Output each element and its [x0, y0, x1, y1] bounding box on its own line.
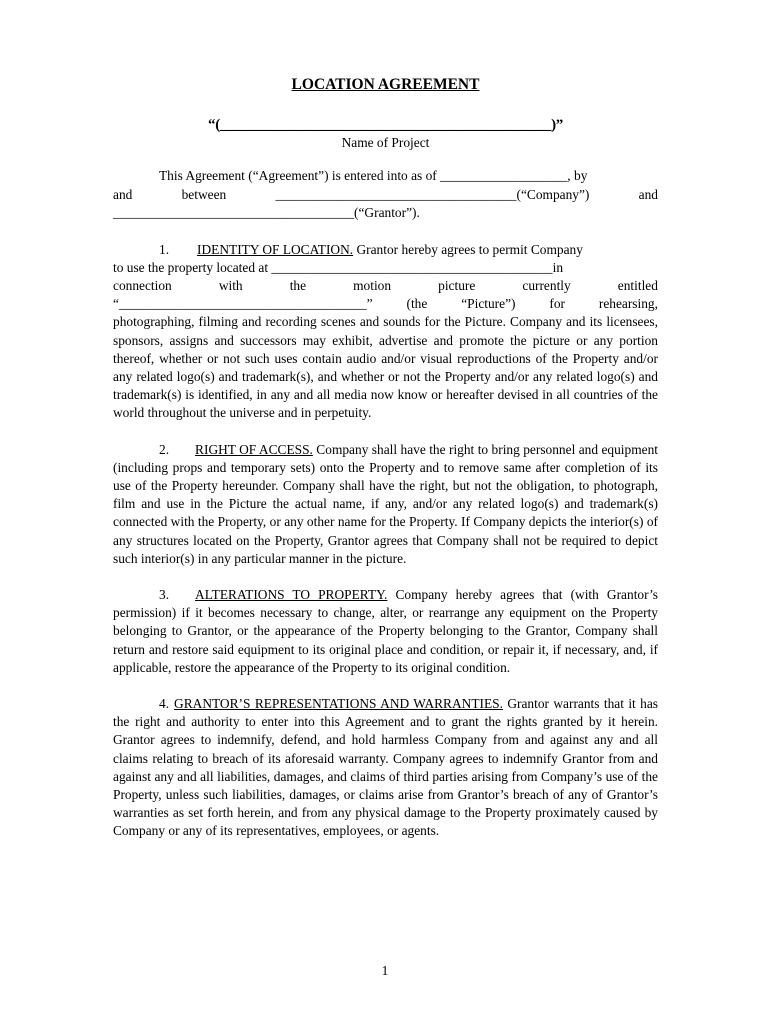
picture-title-blank: “_____________________________________”	[113, 296, 373, 312]
intro-line-1: This Agreement (“Agreement”) is entered into as of ___________________, by	[159, 168, 588, 183]
document-body	[113, 74, 658, 841]
section-body: Grantor warrants that it has the right and authority to enter into this Agreement and to grant the rights granted by it herein. Grantor agrees to indemnify, defend, and hold harmless Company from and against any and all claims relating to breach of its aforesaid warranty. Company agrees to indemnify Grantor from and against any and all liabilities, damages, and claims of third parties arising from Company’s use of the Property, unless such liabilities, damages, or claims arise from Grantor’s breach of any of Grantor’s warranties as set forth herein, and from any physical damage to the Property proximately caused by Company or any of its representatives, employees, or agents.	[113, 695, 658, 839]
intro-paragraph	[113, 167, 658, 223]
section-body: Company shall have the right to bring personnel and equipment (including props and temporary sets) onto the Property and to remove same after completion of its use of the Property hereunder. Company shall have the right, but not the obligation, to photograph, film and use in the Picture the actual name, if any, and/or any related logo(s) and trademark(s) connected with the Property, or any other name for the Property. If Company depicts the interior(s) of any structures located on the Property, Grantor agrees that Company shall not be required to depict such interior(s) in any particular manner in the picture.	[113, 441, 658, 566]
intro-company-blank: ____________________________________(“Company”)	[275, 186, 590, 202]
section-heading: GRANTOR’S REPRESENTATIONS AND WARRANTIES.	[174, 695, 503, 711]
section-2	[113, 441, 658, 568]
section-body: Company hereby agrees that (with Grantor’s permission) if it becomes necessary to change, alter, or rearrange any equipment on the Property belonging to Grantor, or the appearance of the Property belonging to the Grantor, Company shall return and restore said equipment to its original place and condition, or repair it, if necessary, and, if applicable, restore the appearance of the Property to its original condition.	[113, 586, 658, 675]
section-1-line-3	[113, 277, 658, 295]
word: rehearsing,	[598, 296, 658, 312]
section-heading: RIGHT OF ACCESS.	[195, 441, 313, 457]
word: picture	[438, 277, 476, 293]
page-number: 1	[381, 963, 389, 978]
project-name-label: Name of Project	[341, 135, 430, 150]
word: “Picture”)	[461, 296, 516, 312]
intro-grantor-blank: ____________________________________(“Grantor”).	[113, 205, 420, 220]
word: currently	[522, 277, 571, 293]
section-lead: Grantor hereby agrees to permit Company	[353, 241, 583, 257]
document-title: LOCATION AGREEMENT	[291, 76, 480, 93]
section-1-line-4	[113, 295, 658, 313]
section-1-body: photographing, filming and recording scenes and sounds for the Picture. Company and its licensees, sponsors, assigns and successors may exhibit, advertise and promote the picture or any portion thereof, whether or not such uses contain audio and/or visual reproductions of the Property and/or any related logo(s) and trademark(s), and whether or not the Property and/or any related logo(s) and trademark(s) is identified, in any and all media now know or hereafter devised in all countries of the world throughout the universe and in perpetuity.	[113, 314, 658, 421]
section-4	[113, 695, 658, 841]
section-3	[113, 586, 658, 677]
word: connection	[113, 277, 172, 293]
section-number: 1.	[159, 241, 170, 257]
section-number: 4.	[159, 695, 170, 711]
intro-line-2	[113, 186, 658, 205]
intro-word: and	[113, 186, 133, 202]
word: for	[549, 296, 565, 312]
word: (the	[406, 296, 428, 312]
section-heading: IDENTITY OF LOCATION.	[197, 241, 354, 257]
section-1	[113, 241, 658, 423]
word: the	[289, 277, 307, 293]
word: with	[218, 277, 243, 293]
word: motion	[353, 277, 392, 293]
intro-word: and	[638, 186, 658, 202]
section-heading: ALTERATIONS TO PROPERTY.	[195, 586, 388, 602]
section-1-line-2: to use the property located at __________________________________________in	[113, 259, 564, 275]
section-number: 2.	[159, 441, 170, 457]
intro-word: between	[181, 186, 227, 202]
project-name-blank: “(______________________________________________)”	[208, 117, 563, 133]
section-number: 3.	[159, 586, 170, 602]
word: entitled	[617, 277, 658, 293]
